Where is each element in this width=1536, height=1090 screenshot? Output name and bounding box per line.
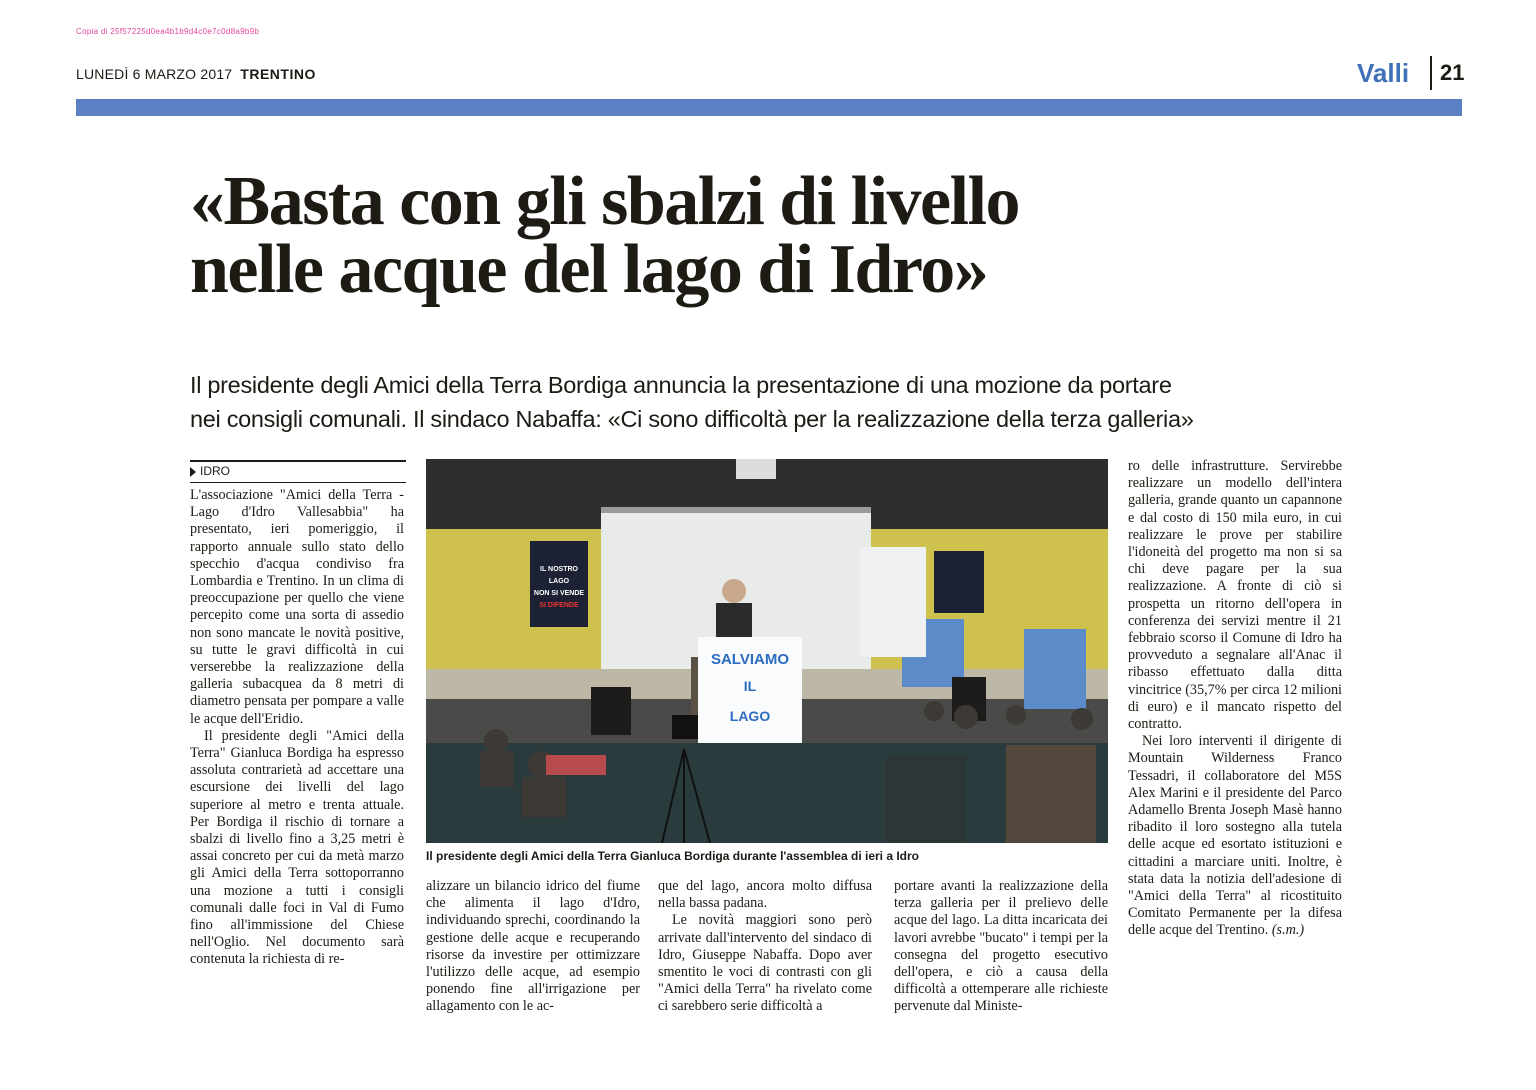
paragraph — [1128, 733, 1342, 939]
play-marker-icon — [190, 467, 196, 477]
paragraph: Le novità maggiori sono però arrivate dall'intervento del sindaco di Idro, Giuseppe Nabaffa. Dopo aver smentito le voci di contrasti con gli "Amici della Terra" ha rivelato come ci sarebbero serie difficoltà a — [658, 912, 872, 1015]
subhead-line-1: Il presidente degli Amici della Terra Bordiga annuncia la presentazione di una mozione da portare — [190, 372, 1172, 398]
paragraph: portare avanti la realizzazione della terza galleria per il prelievo delle acque del lago. La ditta incaricata dei lavori avrebbe "bucato" i tempi per la consegna del progetto esecutivo dell'opera, e ciò a causa della difficoltà a ottemperare alle richieste pervenute dal Ministe- — [894, 878, 1108, 1015]
banner-text: SALVIAMO — [710, 651, 790, 668]
poster-text: NON SI VENDE — [533, 590, 585, 597]
article-column-3 — [658, 878, 872, 1016]
page-number: 21 — [1440, 60, 1465, 85]
header-separator — [1430, 56, 1432, 90]
photo-illustration — [426, 459, 1108, 843]
paragraph-text: Nei loro interventi il dirigente di Mountain Wilderness Franco Tessadri, il collaboratore del M5S Alex Marini e il presidente del Parco Adamello Brenta Joseph Masè hanno ribadito il loro sostegno alla tutela delle acque ed esortato istituzioni e cittadini a marciare uniti. Inoltre, è stata data la notizia dell'adesione di "Amici della Terra" al ricostituito Comitato Permanente per la difesa delle acque del Trentino. — [1128, 733, 1342, 939]
poster-text: LAGO — [548, 578, 570, 585]
subhead-line-2: nei consigli comunali. Il sindaco Nabaffa: «Ci sono difficoltà per la realizzazione della terza galleria» — [190, 406, 1194, 432]
banner-text: LAGO — [729, 708, 771, 724]
author-signature: (s.m.) — [1271, 922, 1305, 939]
article-column-4 — [894, 878, 1108, 1016]
paragraph: que del lago, ancora molto diffusa nella bassa padana. — [658, 878, 872, 912]
headline-line-1: «Basta con gli sbalzi di livello — [190, 163, 1020, 240]
article-column-2 — [426, 878, 640, 1016]
copyright-notice: Copia di 25f57225d0ea4b1b9d4c0e7c0d8a9b9b — [76, 27, 260, 36]
issue-date-line — [76, 66, 316, 82]
location-tag — [190, 460, 406, 483]
paragraph: L'associazione "Amici della Terra - Lago d'Idro Vallesabbia" ha presentato, ieri pomeriggio, il rapporto annuale sullo stato dello specchio d'acqua condiviso fra Lombardia e Trentino. In un clima di preoccupazione per quello che viene percepito come una sorta di assedio non sono mancate le novità positive, su tutte le gravi difficoltà in cui verserebbe la realizzazione della galleria subacquea da 8 metri di diametro pensata per pompare a valle le acque dell'Eridio. — [190, 487, 404, 727]
poster-text: SI DIFENDE — [539, 602, 579, 609]
section-name: Valli — [1357, 58, 1410, 88]
article-photo — [426, 459, 1108, 843]
paragraph: alizzare un bilancio idrico del fiume che alimenta il lago d'Idro, individuando sprechi, coordinando la gestione delle acque e recuperando risorse da investire per ottimizzare l'utilizzo delle acque, ad esempio ponendo fine all'irrigazione per allagamento con le ac- — [426, 878, 640, 1015]
article-column-1 — [190, 487, 404, 969]
header-bar — [76, 99, 1462, 116]
location-tag-text: IDRO — [200, 464, 230, 478]
banner-text: IL — [743, 678, 757, 694]
headline — [190, 163, 1330, 308]
paragraph: Il presidente degli "Amici della Terra" Gianluca Bordiga ha espresso assoluta contrarietà ad accettare una escursione dei livelli del lago superiore al metro e trenta attuale. Per Bordiga il rischio di tornare a sbalzi di livello fino a 3,25 metri è assai concreto per cui da metà marzo gli Amici della Terra sottoporranno una mozione a tutti i consigli comunali dalle foci in Val di Fumo fino all'immissione del Chiese nell'Oglio. Nel documento sarà contenuta la richiesta di re- — [190, 727, 404, 968]
paragraph: ro delle infrastrutture. Servirebbe realizzare un modello dell'intera galleria, grande quanto un capannone e dal costo di 150 mila euro, in cui realizzare le prove per stabilire l'idoneità del progetto ma non si sa chi deve pagare per la sua realizzazione. A fronte di ciò si prospetta un ritorno dell'opera in conferenza dei servizi mentre il 21 febbraio scorso il Comune di Idro ha provveduto a segnalare all'Anac il ribasso effettuato dalla ditta vincitrice (35,7% per circa 12 milioni di euro) e il mancato rispetto del contratto. — [1128, 458, 1342, 733]
article-column-5 — [1128, 458, 1342, 940]
issue-date: LUNEDÌ 6 MARZO 2017 — [76, 66, 233, 82]
photo-caption: Il presidente degli Amici della Terra Gianluca Bordiga durante l'assemblea di ieri a Idro — [426, 849, 920, 863]
poster-text: IL NOSTRO — [540, 566, 578, 573]
subheadline — [190, 368, 1350, 436]
headline-line-2: nelle acque del lago di Idro» — [190, 231, 988, 308]
newspaper-name: TRENTINO — [240, 66, 316, 82]
